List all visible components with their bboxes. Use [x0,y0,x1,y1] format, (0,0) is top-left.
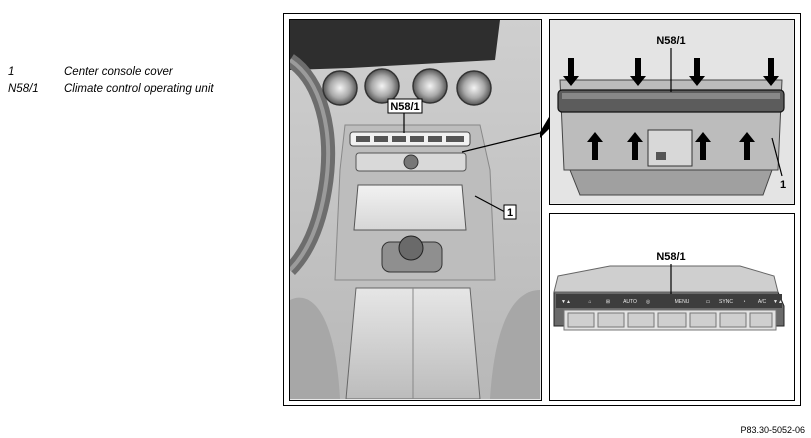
callout-label: 1 [506,207,514,219]
legend-text: Climate control operating unit [64,83,214,95]
callout-label: N58/1 [656,35,686,47]
air-vent-icon [365,69,399,103]
removal-drawing [550,20,793,203]
air-vent-icon [457,71,491,105]
removal-detail [549,19,795,205]
interior-illustration [289,19,542,401]
callout-label: 1 [779,179,787,191]
center-console-cover [354,185,466,230]
callout-label: N58/1 [390,101,420,113]
legend-text: Center console cover [64,66,173,78]
legend-key: 1 [8,66,15,78]
svg-text:⊞: ⊞ [605,299,611,305]
legend-key: N58/1 [8,83,39,95]
svg-text:SYNC: SYNC [719,299,733,305]
legend-item [8,64,214,81]
interior-drawing [290,20,540,399]
air-vent-icon [413,69,447,103]
ac-button-label: A/C [757,299,767,305]
callout-label: N58/1 [656,251,686,263]
climate-unit-detail [549,213,795,401]
svg-text:◎: ◎ [645,299,651,305]
svg-text:◔: ◔ [742,299,746,305]
legend-item [8,81,214,98]
air-vent-icon [323,71,357,105]
legend [8,64,214,98]
svg-text:▼▲: ▼▲ [773,299,783,305]
figure-reference: P83.30-5052-06 [740,425,805,435]
svg-text:▼▲: ▼▲ [561,299,571,305]
menu-button-label: MENU [674,299,690,305]
svg-text:⌂: ⌂ [588,299,592,305]
svg-text:AUTO: AUTO [623,299,637,305]
svg-text:▭: ▭ [705,299,711,305]
climate-unit-drawing [550,214,793,399]
